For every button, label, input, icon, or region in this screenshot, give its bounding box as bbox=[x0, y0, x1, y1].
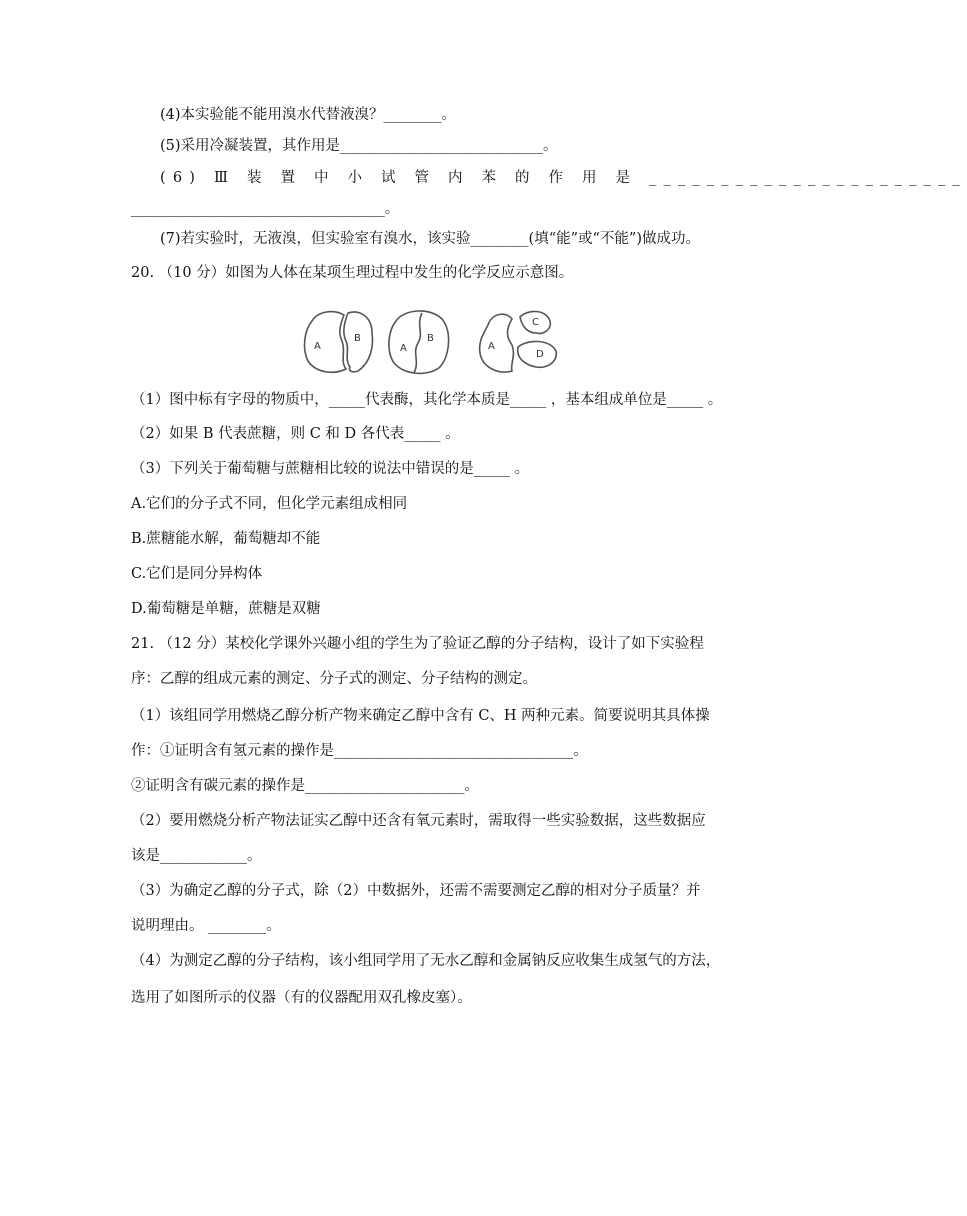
q21-part1: （1）该组同学用燃烧乙醇分析产物来确定乙醇中含有 C、H 两种元素。简要说明其具体操 bbox=[131, 708, 710, 724]
q20-option-c: C.它们是同分异构体 bbox=[131, 566, 263, 582]
label-a-1: A bbox=[314, 341, 321, 352]
q21-stem: 21. （12 分）某校化学课外兴趣小组的学生为了验证乙醇的分子结构，设计了如下实验程 bbox=[131, 636, 704, 652]
enzyme-reaction-figure bbox=[300, 303, 565, 378]
q21-part4-cont: 选用了如图所示的仪器（有的仪器配用双孔橡皮塞）。 bbox=[131, 990, 472, 1006]
label-c: C bbox=[532, 317, 539, 328]
complex-boundary bbox=[414, 313, 422, 373]
q20-part3: （3）下列关于葡萄糖与蔗糖相比较的说法中错误的是_____ 。 bbox=[131, 461, 530, 477]
q20-option-b: B.蔗糖能水解，葡萄糖却不能 bbox=[131, 531, 321, 547]
q19-part6-blank: ___________________________________。 bbox=[131, 201, 400, 217]
label-a-2: A bbox=[400, 343, 407, 354]
enzyme-a-shape-3 bbox=[480, 314, 514, 372]
q19-part5: (5)采用冷凝装置，其作用是____________________________。 bbox=[160, 138, 558, 154]
q21-part1-hydrogen: 作：①证明含有氢元素的操作是_________________________________。 bbox=[131, 743, 588, 759]
label-a-3: A bbox=[488, 341, 495, 352]
q21-part3-cont: 说明理由。 ________。 bbox=[131, 918, 281, 934]
enzyme-a-shape-1 bbox=[305, 312, 346, 373]
q21-stem-cont: 序：乙醇的组成元素的测定、分子式的测定、分子结构的测定。 bbox=[131, 671, 537, 687]
q20-option-d: D.葡萄糖是单糖，蔗糖是双糖 bbox=[131, 601, 321, 617]
q20-stem: 20. （10 分）如图为人体在某项生理过程中发生的化学反应示意图。 bbox=[131, 265, 574, 281]
q21-part3: （3）为确定乙醇的分子式，除（2）中数据外，还需不需要测定乙醇的相对分子质量？并 bbox=[131, 883, 701, 899]
label-b-2: B bbox=[427, 333, 434, 344]
q21-part1-carbon: ②证明含有碳元素的操作是______________________。 bbox=[131, 778, 479, 794]
label-d: D bbox=[536, 349, 544, 360]
q20-part1: （1）图中标有字母的物质中，_____代表酶，其化学本质是_____ ，基本组成单位是_____ 。 bbox=[131, 392, 723, 408]
q20-part2: （2）如果 B 代表蔗糖，则 C 和 D 各代表_____ 。 bbox=[131, 426, 460, 442]
label-b-1: B bbox=[354, 333, 361, 344]
q19-part4: (4)本实验能不能用溴水代替液溴？________。 bbox=[160, 107, 457, 123]
q19-part6: (6) Ⅲ 装 置 中 小 试 管 内 苯 的 作 用 是 ______________________ bbox=[160, 170, 967, 186]
q19-part7: (7)若实验时，无液溴，但实验室有溴水，该实验________(填“能”或“不能”)做成功。 bbox=[160, 231, 701, 247]
q20-option-a: A.它们的分子式不同，但化学元素组成相同 bbox=[131, 496, 408, 512]
q21-part2: （2）要用燃烧分析产物法证实乙醇中还含有氧元素时，需取得一些实验数据，这些数据应 bbox=[131, 813, 706, 829]
q21-part4: （4）为测定乙醇的分子结构，该小组同学用了无水乙醇和金属钠反应收集生成氢气的方法， bbox=[131, 953, 721, 969]
q21-part2-cont: 该是____________。 bbox=[131, 848, 262, 864]
